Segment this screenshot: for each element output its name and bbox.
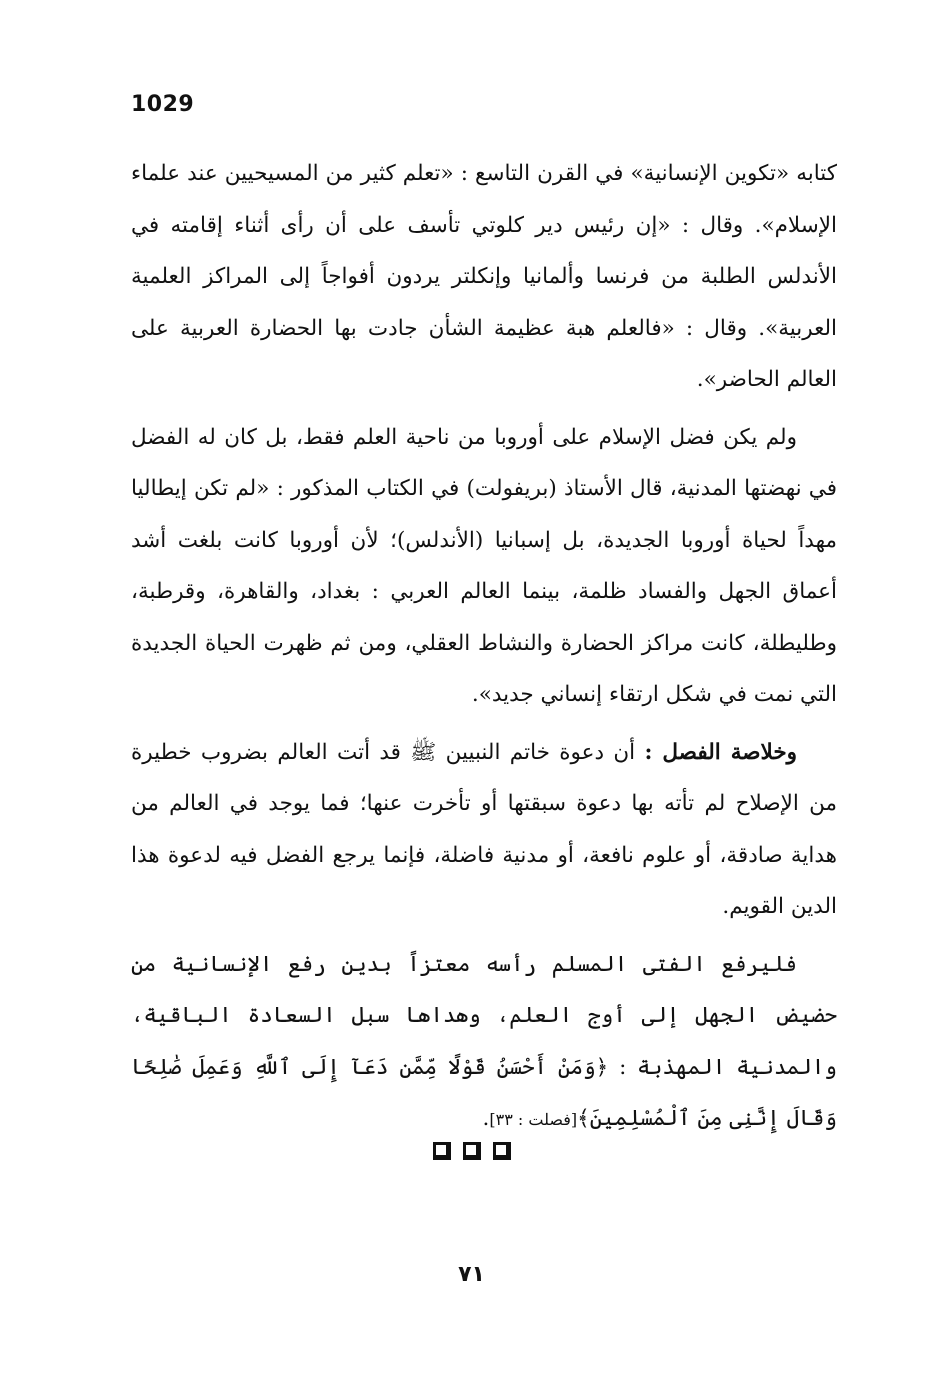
body-text (131, 148, 837, 1146)
paragraph-1: كتابه «تكوين الإنسانية» في القرن التاسع : «تعلم كثير من المسيحيين عند علماء الإسلام». وقال : «إن رئيس دير كلوتي تأسف على أن رأى أثناء إقامته في الأندلس الطلبة من فرنسا وألمانيا وإنكلتر يردون أفواجاً إلى المراكز العلمية العربية». وقال : «فالعلم هبة عظيمة الشأن جادت بها الحضارة العربية على العالم الحاضر». (131, 161, 837, 392)
square-ornament-icon (463, 1142, 481, 1160)
square-ornament-icon (433, 1142, 451, 1160)
paragraph-4 (131, 939, 837, 1146)
page-number: ٧١ (458, 1262, 485, 1287)
summary-body: أن دعوة خاتم النبيين ﷺ قد أتت العالم بضروب خطيرة من الإصلاح لم تأته بها دعوة سبقتها أو تأخرت عنها؛ فما يوجد في العالم من هداية صادقة، أو علوم نافعة، أو مدنية فاضلة، فإنما يرجع الفضل فيه لدعوة هذا الدين القويم. (131, 739, 837, 919)
quran-reference: [فصلت : ٣٣] (489, 1110, 578, 1129)
square-ornament-icon (493, 1142, 511, 1160)
section-divider-ornament (0, 1142, 943, 1160)
closing-period: . (482, 1106, 490, 1131)
summary-lead: وخلاصة الفصل : (644, 739, 797, 765)
corner-number: 1029 (131, 92, 195, 117)
paragraph-2: ولم يكن فضل الإسلام على أوروبا من ناحية العلم فقط، بل كان له الفضل في نهضتها المدنية، قال الأستاذ (بريفولت) في الكتاب المذكور : «لم تكن إيطاليا مهداً لحياة أوروبا الجديدة، بل إسبانيا (الأندلس)؛ لأن أوروبا كانت بلغت أشد أعماق الجهل والفساد ظلمة، بينما العالم العربي : بغداد، والقاهرة، وقرطبة، وطليطلة، كانت مراكز الحضارة والنشاط العقلي، ومن ثم ظهرت الحياة الجديدة التي نمت في شكل ارتقاء إنساني جديد». (131, 424, 837, 707)
closing-body: فليرفع الفتى المسلم رأسه معتزاً بدين رفع الإنسانية من حضيض الجهل إلى أوج العلم، وهداها سبل السعادة الباقية، والمدنية المهذبة : ﴿وَمَنْ أَحْسَنُ قَوْلًا مِّمَّن دَعَآ إِلَى ٱللَّهِ وَعَمِلَ صَٰلِحًا وَقَالَ إِنَّنِى مِنَ ٱلْمُسْلِمِينَ﴾ (131, 951, 837, 1131)
paragraph-3 (131, 727, 837, 933)
